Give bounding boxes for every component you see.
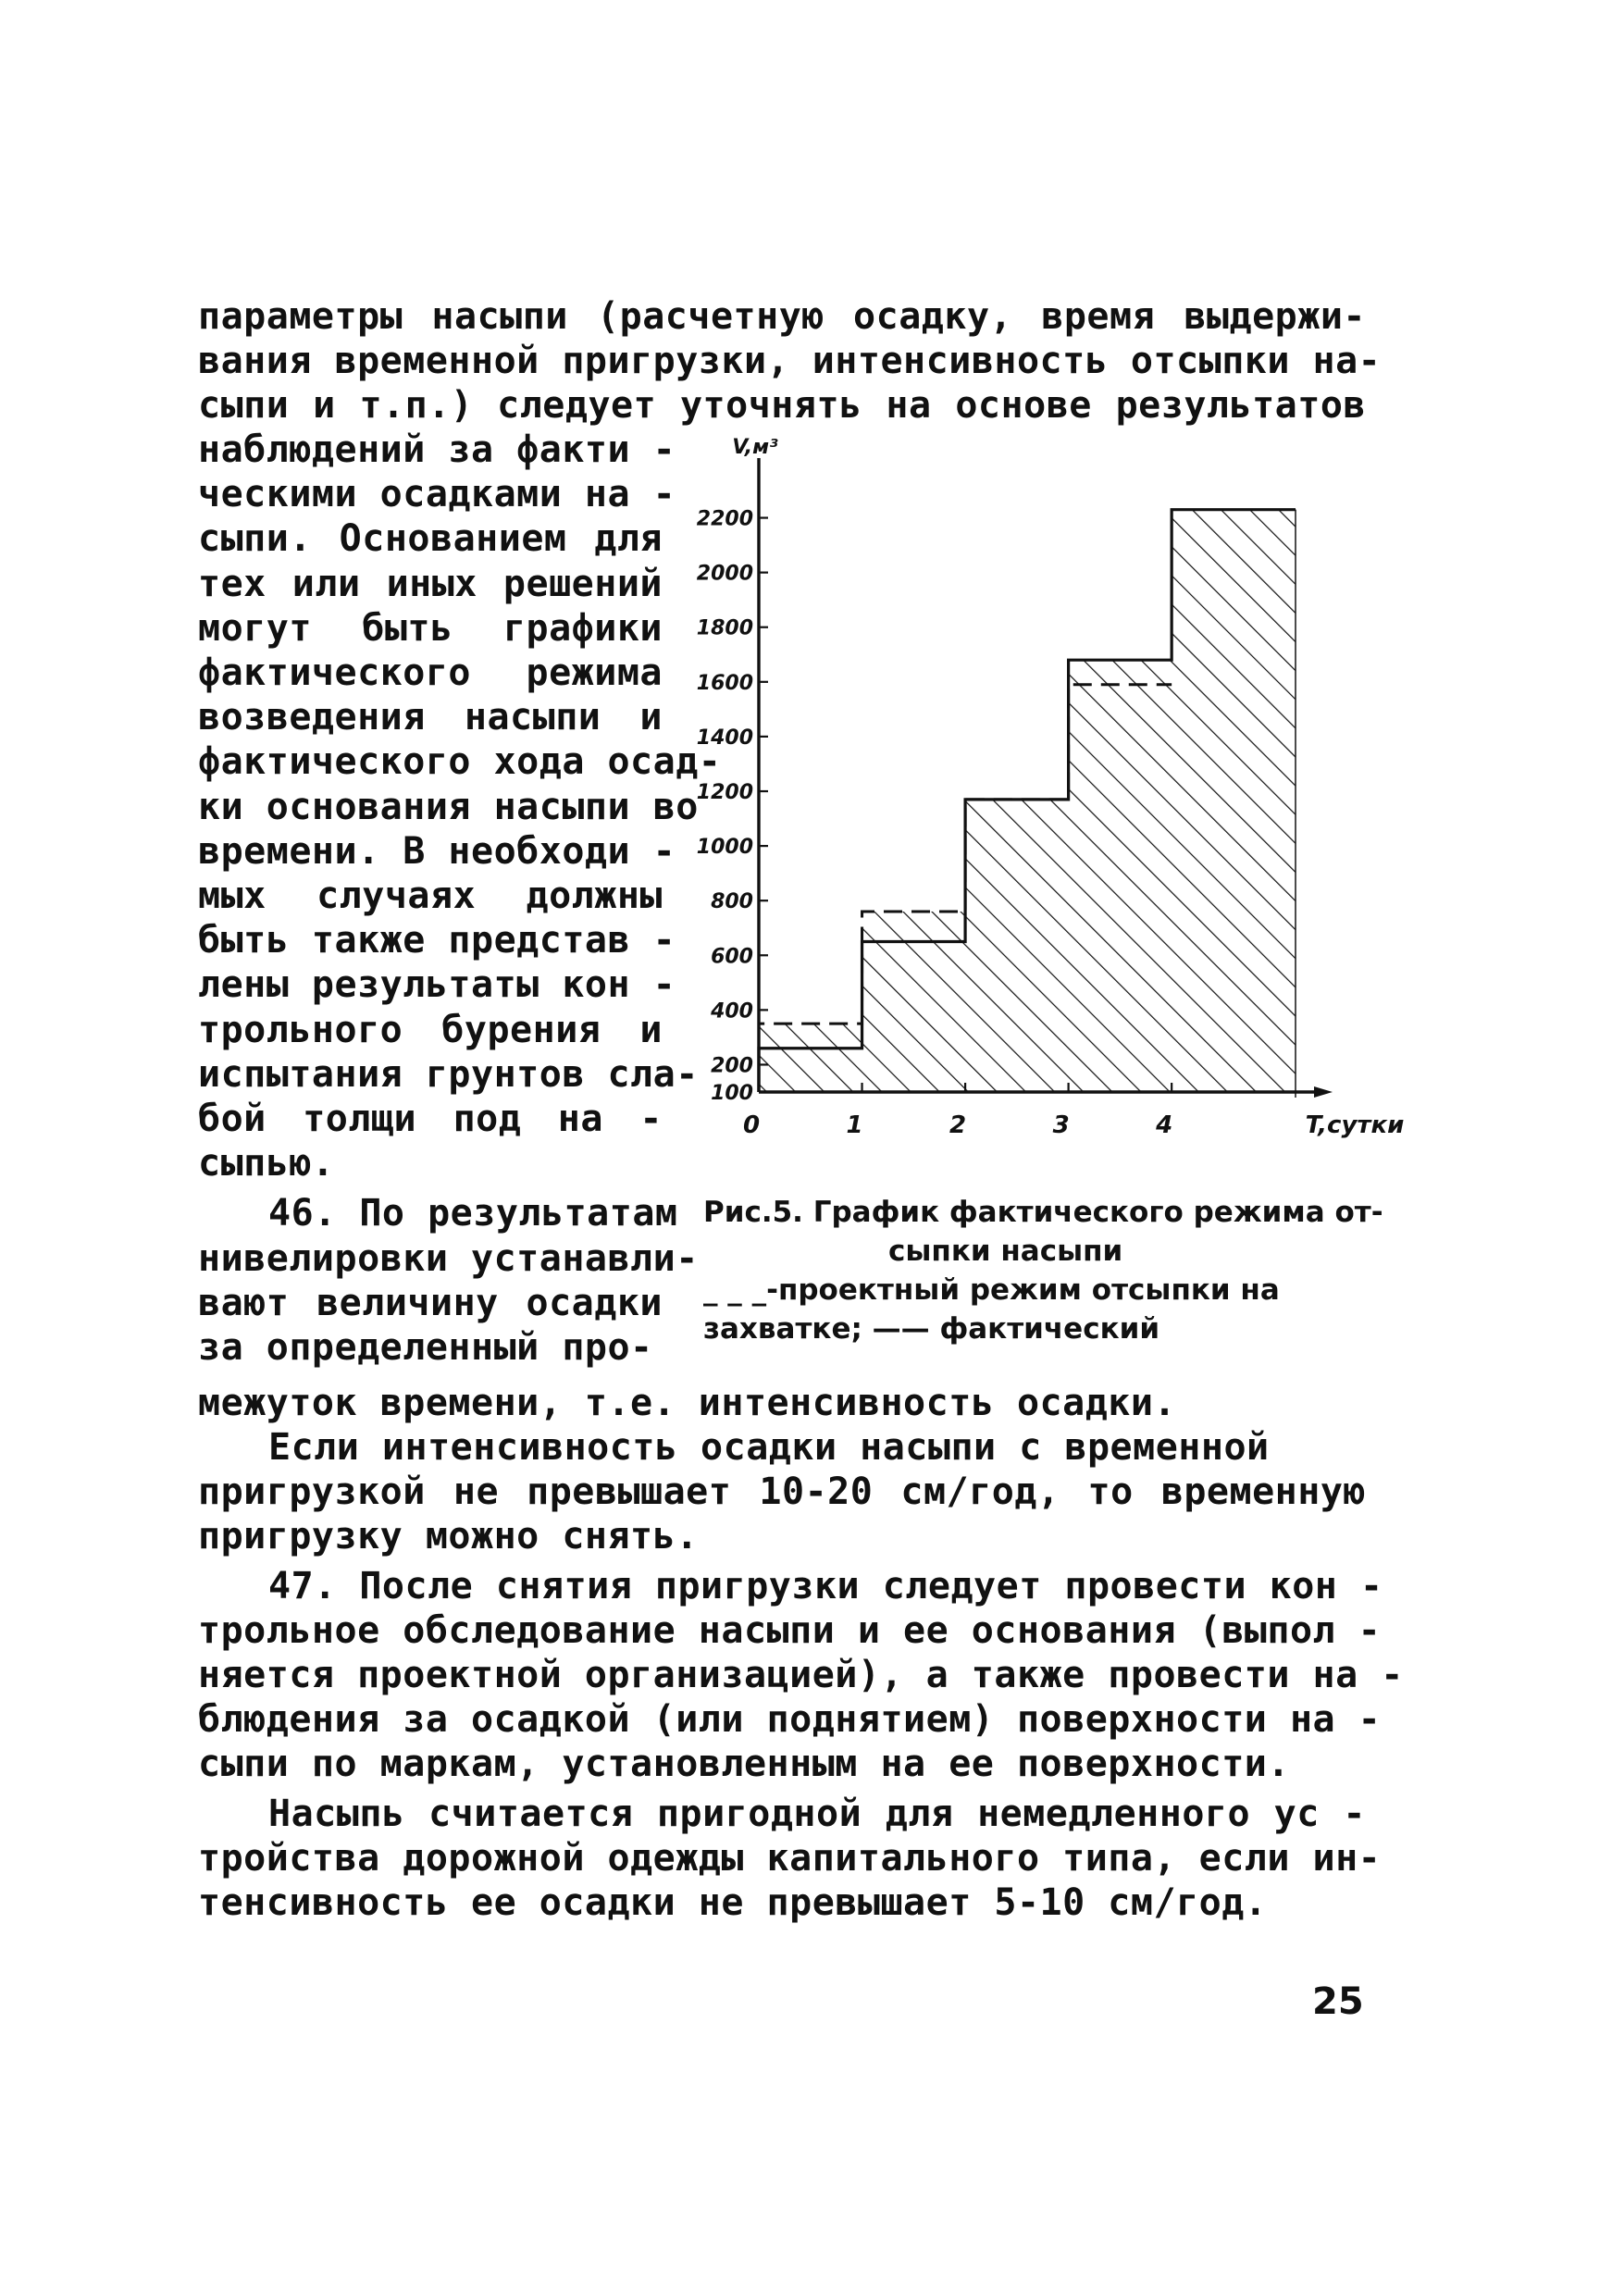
figure-caption-line3: _ _ _-проектный режим отсыпки на [703, 1273, 1280, 1307]
body-line: 47. После снятия пригрузки следует провести кон - [268, 1565, 1383, 1607]
left-column-line: ческими осадками на - [198, 473, 676, 516]
x-axis-label: T,сутки [1305, 1111, 1405, 1139]
body-line: пригрузку можно снять. [198, 1515, 699, 1558]
left-column-line: вают величину осадки [198, 1281, 663, 1324]
body-line: Если интенсивность осадки насыпи с временной [268, 1426, 1270, 1469]
body-line: вания временной пригрузки, интенсивность отсыпки на- [198, 340, 1382, 382]
y-axis-label: V,м³ [732, 436, 778, 459]
y-tick-label: 800 [711, 890, 753, 914]
settlement-chart [685, 435, 1405, 1139]
body-line: сыпи и т.п.) следует уточнять на основе результатов [198, 384, 1366, 427]
figure-caption-line1: Рис.5. График фактического режима от- [703, 1196, 1383, 1229]
x-tick-label: 4 [1156, 1111, 1173, 1139]
body-line: блюдения за осадкой (или поднятием) поверхности на - [198, 1698, 1382, 1741]
design-excess-hatch [862, 912, 966, 942]
body-line: Насыпь считается пригодной для немедленного ус - [268, 1793, 1366, 1835]
left-column-line: бой толщи под на - [198, 1098, 663, 1140]
y-tick-label: 400 [711, 999, 753, 1024]
x-tick-label: 3 [1052, 1111, 1070, 1139]
y-tick-label: 100 [711, 1082, 753, 1105]
x-tick-label: 1 [846, 1111, 863, 1139]
body-line: тройства дорожной одежды капитального типа, если ин- [198, 1837, 1382, 1880]
left-column-line: времени. В необходи - [198, 829, 676, 873]
body-line: сыпи по маркам, установленным на ее поверхности. [198, 1743, 1290, 1785]
body-line: няется проектной организацией), а также провести на - [198, 1654, 1404, 1696]
left-column-line: ки основания насыпи во [198, 785, 699, 828]
left-column-line: быть также представ - [198, 919, 676, 962]
page-number: 25 [1312, 1980, 1364, 2023]
x-axis-arrow [1314, 1086, 1333, 1098]
body-line: тенсивность ее осадки не превышает 5-10 см/год. [198, 1881, 1268, 1924]
x-tick-label: 2 [949, 1111, 967, 1139]
body-line: трольное обследование насыпи и ее основания (выпол - [198, 1609, 1382, 1652]
left-column-line: фактического хода осад- [198, 740, 722, 784]
left-column-line: нивелировки устанавли- [198, 1236, 699, 1280]
left-column-line: лены результаты кон - [198, 963, 676, 1007]
left-column-line: за определенный про- [198, 1326, 653, 1369]
x-tick-label: 0 [742, 1111, 761, 1139]
left-column-line: могут быть графики [198, 606, 663, 650]
y-tick-label: 1600 [696, 671, 753, 695]
left-column-line: испытания грунтов сла- [198, 1052, 699, 1096]
y-tick-label: 600 [711, 945, 753, 969]
body-line: межуток времени, т.е. интенсивность осадки. [198, 1382, 1177, 1424]
y-tick-label: 1200 [696, 781, 753, 804]
design-excess-hatch [759, 1024, 862, 1049]
left-column-line: тех или иных решений [198, 562, 663, 605]
body-line: пригрузкой не превышает 10-20 см/год, то временную [198, 1471, 1366, 1513]
left-column-line: наблюдений за факти - [198, 428, 676, 471]
y-tick-label: 1800 [696, 616, 753, 640]
figure-caption-line4: захватке; —— фактический [703, 1312, 1160, 1346]
left-column-line: сыпью. [198, 1142, 335, 1185]
y-tick-label: 1400 [696, 726, 753, 750]
y-tick-label: 2000 [696, 562, 753, 586]
left-column-line: возведения насыпи и [198, 696, 663, 739]
figure-caption-line2: сыпки насыпи [888, 1235, 1123, 1268]
y-tick-label: 2200 [696, 507, 753, 531]
left-column-line: трольного бурения и [198, 1008, 663, 1051]
left-column-line: 46. По результатам [268, 1192, 678, 1235]
left-column-line: фактического режима [198, 652, 663, 694]
y-tick-label: 1000 [696, 836, 753, 860]
body-line: параметры насыпи (расчетную осадку, время выдержи- [198, 295, 1366, 338]
left-column-line: мых случаях должны [198, 875, 663, 917]
y-tick-label: 200 [711, 1054, 753, 1078]
left-column-line: сыпи. Основанием для [198, 517, 663, 561]
